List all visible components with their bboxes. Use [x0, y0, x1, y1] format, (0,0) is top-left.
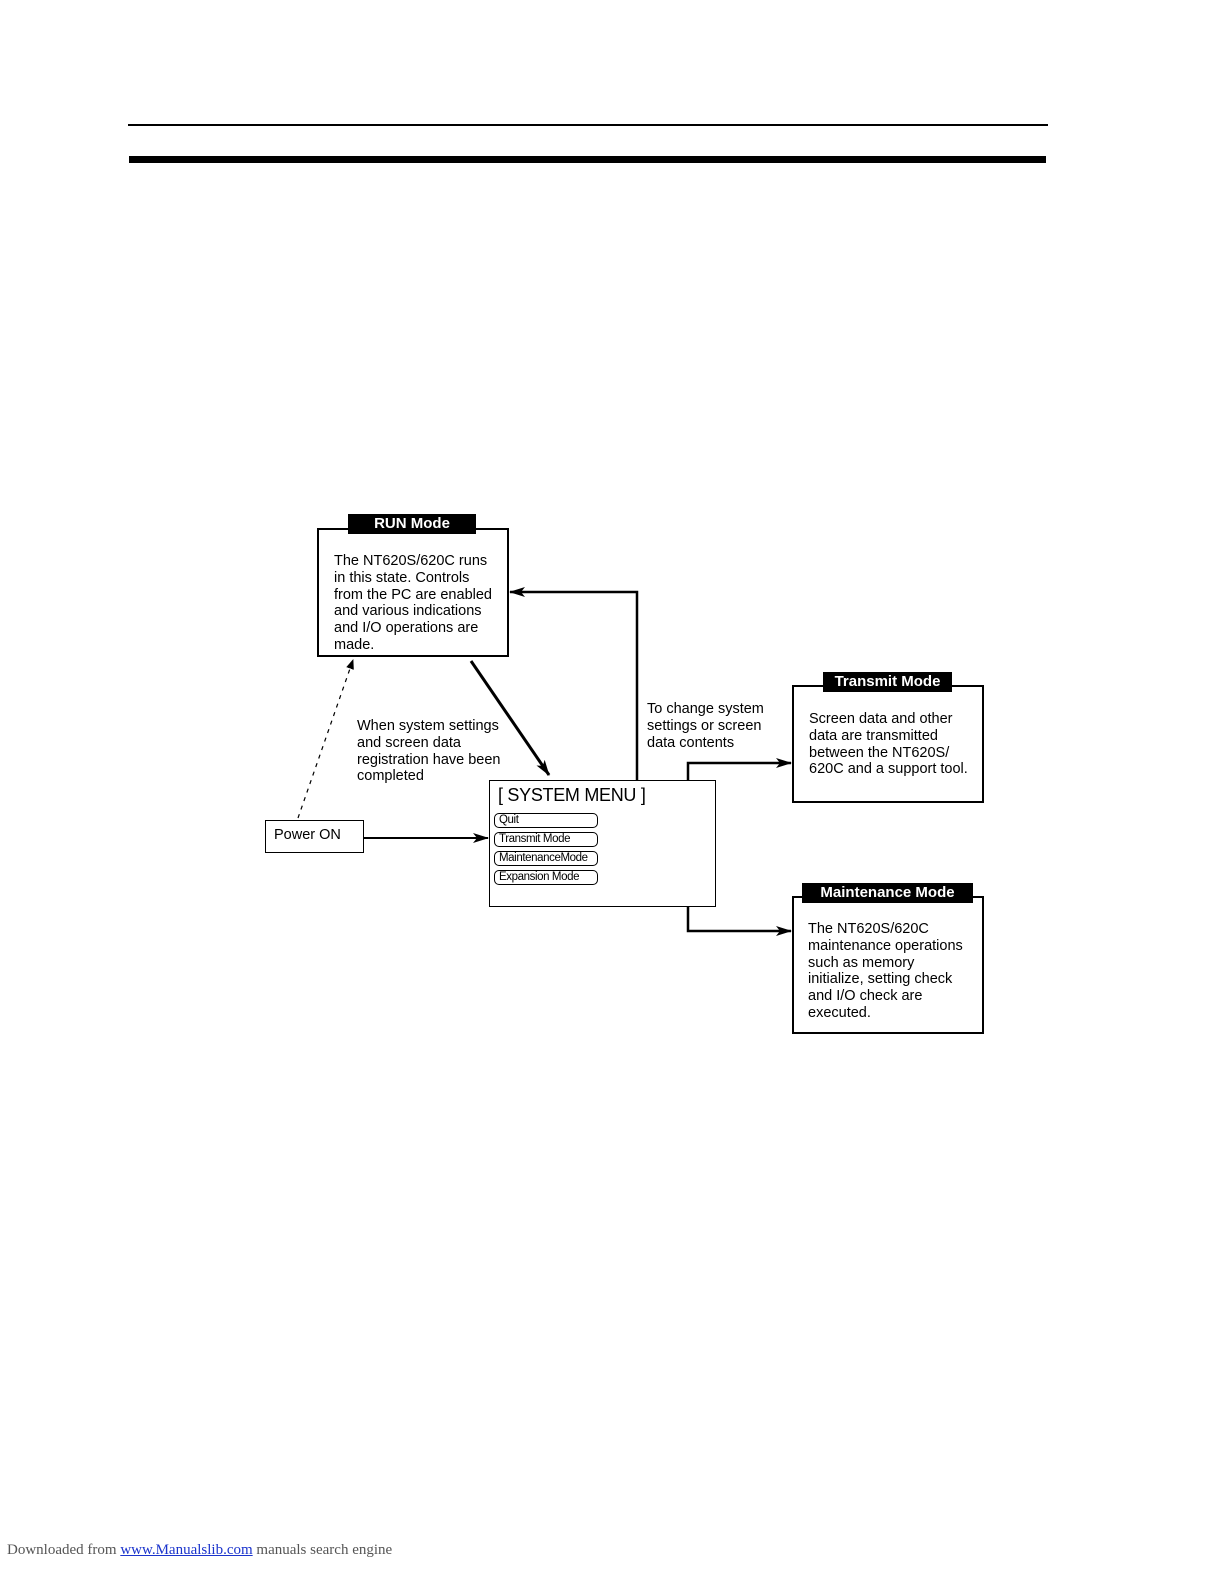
- arrow-power-to-run: [298, 660, 353, 818]
- transmit-mode-description: Screen data and other data are transmitted between the NT620S/ 620C and a support tool.: [809, 711, 968, 778]
- footer-link[interactable]: www.Manualslib.com: [120, 1542, 253, 1558]
- transmit-mode-box: [792, 685, 984, 803]
- run-mode-box: [317, 528, 509, 657]
- download-footer: [7, 1542, 392, 1559]
- menu-button-quit[interactable]: Quit: [494, 813, 598, 828]
- registration-annotation: When system settings and screen data registration have been completed: [357, 718, 501, 785]
- power-on-label: Power ON: [274, 827, 341, 843]
- footer-suffix: manuals search engine: [256, 1542, 393, 1558]
- menu-button-maintenance-mode[interactable]: MaintenanceMode: [494, 851, 598, 866]
- system-menu-title: [ SYSTEM MENU ]: [498, 785, 646, 805]
- run-mode-description: The NT620S/620C runs in this state. Controls from the PC are enabled and various indications and I/O operations are made.: [334, 553, 492, 653]
- footer-prefix: Downloaded from: [7, 1542, 117, 1558]
- system-menu-panel: [489, 780, 716, 907]
- maintenance-mode-description: The NT620S/620C maintenance operations such as memory initialize, setting check and I/O check are executed.: [808, 921, 963, 1021]
- maintenance-mode-title: Maintenance Mode: [802, 883, 973, 903]
- power-on-box: [265, 820, 364, 853]
- maintenance-mode-box: [792, 896, 984, 1034]
- menu-button-expansion-mode[interactable]: Expansion Mode: [494, 870, 598, 885]
- change-annotation: To change system settings or screen data contents: [647, 701, 764, 751]
- menu-button-transmit-mode[interactable]: Transmit Mode: [494, 832, 598, 847]
- run-mode-title: RUN Mode: [348, 514, 476, 534]
- transmit-mode-title: Transmit Mode: [823, 672, 952, 692]
